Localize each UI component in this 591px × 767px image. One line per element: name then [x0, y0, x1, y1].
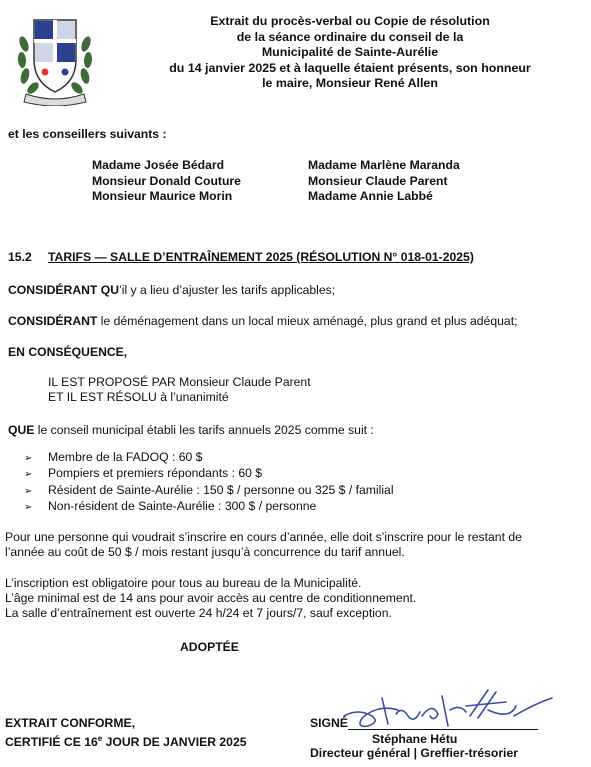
tariff-list [24, 450, 394, 516]
resolution-title [8, 250, 474, 264]
proposal-line-1: IL EST PROPOSÉ PAR Monsieur Claude Parent [48, 375, 311, 389]
arrow-bullet-icon: ➢ [24, 453, 33, 464]
councillor-name: Monsieur Donald Couture [92, 173, 241, 188]
signer-name: Stéphane Hétu [372, 732, 458, 746]
considerant-keyword: CONSIDÉRANT [8, 314, 98, 328]
proposal-line-2: ET IL EST RÉSOLU à l’unanimité [48, 390, 229, 404]
consequence-heading: EN CONSÉQUENCE, [8, 345, 128, 359]
considerant-text: ’il y a lieu d’ajuster les tarifs applicables; [119, 283, 336, 297]
councillors-intro: et les conseillers suivants : [8, 127, 167, 141]
midyear-line-1: Pour une personne qui voudrait s’inscrire en cours d’année, elle doit s’inscrire pour le restant de [5, 530, 522, 544]
councillor-name: Monsieur Maurice Morin [92, 189, 233, 204]
certified-text: JOUR DE JANVIER 2025 [102, 735, 247, 750]
councillor-name: Madame Marlène Maranda [308, 158, 460, 172]
considerant-text: le déménagement dans un local mieux aménagé, plus grand et plus adéquat; [97, 314, 518, 328]
considerant-2 [8, 314, 517, 329]
que-statement [8, 423, 374, 438]
certified-text: CERTIFIÉ CE 16 [5, 735, 98, 750]
rule-line: L’âge minimal est de 14 ans pour avoir accès au centre de conditionnement. [5, 591, 417, 605]
resolution-number: 15.2 [8, 250, 32, 264]
rule-line: L’inscription est obligatoire pour tous au bureau de la Municipalité. [5, 576, 362, 590]
header-line: Extrait du procès-verbal ou Copie de résolution [210, 14, 490, 28]
arrow-bullet-icon: ➢ [24, 485, 33, 497]
tariff-text: Membre de la FADOQ : 60 $ [48, 450, 203, 464]
que-keyword: QUE [8, 423, 35, 437]
councillors-column-1 [92, 158, 241, 205]
header-line: le maire, Monsieur René Allen [262, 76, 438, 91]
tariff-text: Non-résident de Sainte-Aurélie : 300 $ / personne [48, 499, 317, 514]
councillors-column-2 [308, 158, 460, 205]
tariff-text: Pompiers et premiers répondants : 60 $ [48, 466, 263, 481]
certification-date [5, 731, 247, 750]
certified-superscript: e [97, 734, 103, 743]
councillor-name: Madame Josée Bédard [92, 158, 225, 172]
councillor-name: Monsieur Claude Parent [308, 173, 448, 188]
arrow-bullet-icon: ➢ [24, 469, 33, 481]
header-line: Municipalité de Sainte-Aurélie [261, 45, 439, 60]
list-item [24, 499, 394, 515]
adopted-label: ADOPTÉE [180, 640, 239, 654]
header-line: de la séance ordinaire du conseil de la [236, 29, 464, 44]
list-item [24, 466, 394, 482]
tariff-text: Résident de Sainte-Aurélie : 150 $ / personne ou 325 $ / familial [48, 482, 394, 497]
handwritten-signature [338, 686, 558, 732]
municipal-coat-of-arms [14, 14, 96, 106]
arrow-bullet-icon: ➢ [24, 502, 33, 514]
midyear-line-2: l’année au coût de 50 $ / mois restant jusqu’à concurrence du tarif annuel. [5, 545, 405, 559]
considerant-1 [8, 283, 335, 298]
extract-conforme: EXTRAIT CONFORME, [5, 716, 135, 730]
que-text: le conseil municipal établi les tarifs annuels 2025 comme suit : [34, 423, 374, 437]
header-line: du 14 janvier 2025 et à laquelle étaient présents, son honneur [169, 60, 531, 75]
rule-line: La salle d’entraînement est ouverte 24 h/24 et 7 jours/7, sauf exception. [5, 606, 392, 620]
councillor-name: Madame Annie Labbé [308, 189, 433, 204]
signed-label: SIGNÉ [310, 716, 348, 730]
document-header [140, 14, 560, 92]
resolution-heading: TARIFS — SALLE D’ENTRAÎNEMENT 2025 (RÉSOLUTION N° 018-01-2025) [48, 250, 474, 264]
list-item [24, 450, 394, 466]
signer-title: Directeur général | Greffier-trésorier [310, 746, 518, 760]
considerant-keyword: CONSIDÉRANT QU [8, 283, 120, 297]
list-item [24, 483, 394, 499]
